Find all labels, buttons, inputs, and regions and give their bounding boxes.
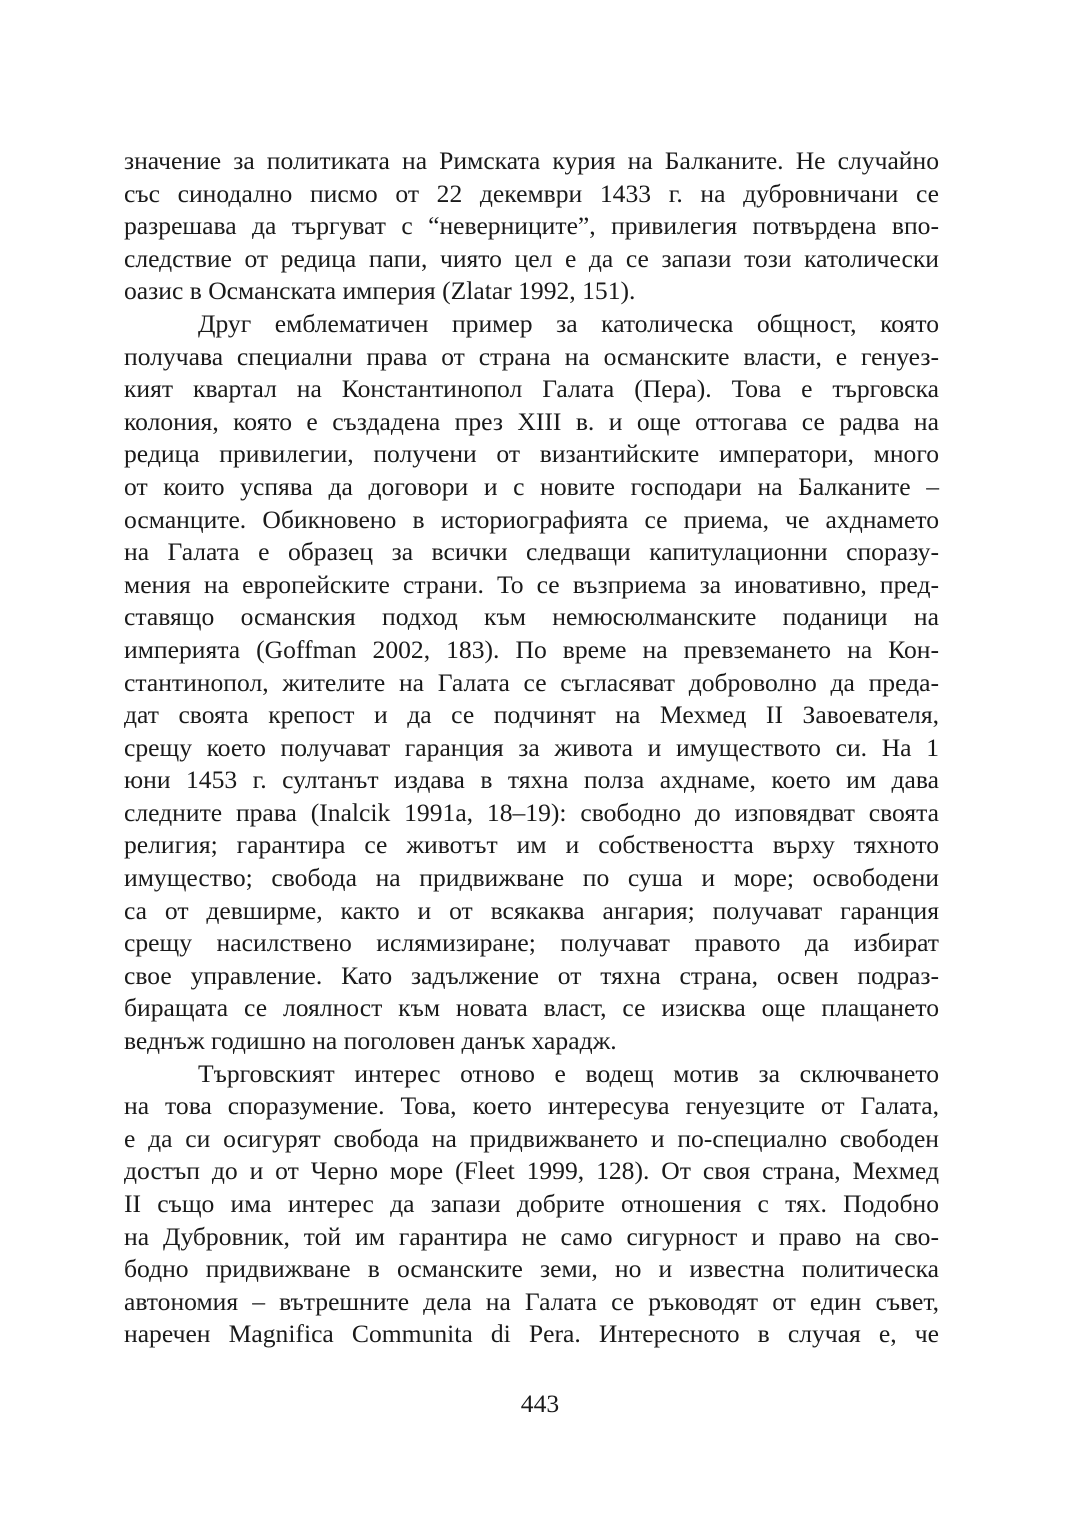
text-line: веднъж годишно на поголовен данък харадж. xyxy=(124,1026,617,1056)
text-line: колония, която е създадена през XIII в. и още оттогава се радва на xyxy=(124,406,939,436)
text-line: бодно придвижване в османските земи, но и известна политическа xyxy=(124,1254,939,1284)
page-number: 443 xyxy=(520,1389,560,1418)
text-line: е да си осигурят свобода на придвижването и по-специално свободен xyxy=(124,1123,939,1153)
text-line: османците. Обикновено в историографията се приема, че ахднамето xyxy=(124,504,939,534)
text-line: със синодално писмо от 22 декември 1433 г. на дубровничани се xyxy=(124,178,939,208)
text-line: срещу което получават гаранция за живота и имуществото си. На 1 xyxy=(124,732,939,762)
text-line: дат своята крепост и да се подчинят на Мехмед II Завоевателя, xyxy=(124,700,939,730)
text-line: следствие от редица папи, чиято цел е да се запази този католически xyxy=(124,243,939,273)
text-line: Търговският интерес отново е водещ мотив за сключването xyxy=(198,1058,939,1088)
text-line: значение за политиката на Римската курия на Балканите. Не случайно xyxy=(124,146,939,175)
text-line: срещу насилствено ислямизиране; получават правото да избират xyxy=(124,928,939,958)
text-line: мения на европейските страни. То се възприема за иновативно, пред- xyxy=(124,569,939,599)
text-line: от които успява да договори и с новите господари на Балканите – xyxy=(124,471,939,501)
text-line: на Галата е образец за всички следващи капитулационни споразу- xyxy=(124,537,939,567)
text-line: Друг емблематичен пример за католическа общност, която xyxy=(198,308,939,338)
text-line: на това споразумение. Това, което интересува генуезците от Галата, xyxy=(124,1091,939,1121)
text-line: юни 1453 г. султанът издава в тяхна полза ахднаме, което им дава xyxy=(124,765,939,795)
text-line: разрешава да търгуват с “неверниците”, привилегия потвърдена впо- xyxy=(124,211,939,241)
text-line: редица привилегии, получени от византийските императори, много xyxy=(124,439,939,469)
text-line: достъп до и от Черно море (Fleet 1999, 128). От своя страна, Мехмед xyxy=(124,1156,939,1186)
text-line: на Дубровник, той им гарантира не само сигурност и право на сво- xyxy=(124,1221,939,1251)
text-line: автономия – вътрешните дела на Галата се ръководят от един съвет, xyxy=(124,1286,939,1316)
text-line: свое управление. Като задължение от тяхна страна, освен подраз- xyxy=(124,960,939,990)
paragraph-1 xyxy=(124,145,939,308)
text-line: имущество; свобода на придвижване по суша и море; освободени xyxy=(124,863,939,893)
text-line: религия; гарантира се животът им и собствеността върху тяхното xyxy=(124,830,939,860)
text-line: са от девширме, както и от всякаква ангария; получават гаранция xyxy=(124,895,939,925)
text-line: получава специални права от страна на османските власти, е генуез- xyxy=(124,341,939,371)
text-line: II също има интерес да запази добрите отношения с тях. Подобно xyxy=(124,1189,939,1218)
text-line: оазис в Османската империя (Zlatar 1992, 151). xyxy=(124,276,636,306)
paragraph-3 xyxy=(124,1058,939,1351)
text-line: наречен Magnifica Communita di Pera. Интересното в случая е, че xyxy=(124,1319,939,1349)
text-line: кият квартал на Константинопол Галата (Пера). Това е търговска xyxy=(124,374,939,404)
body-text xyxy=(124,145,939,1351)
text-line: биращата се лоялност към новата власт, се изисква още плащането xyxy=(124,993,939,1023)
paragraph-2 xyxy=(124,308,939,1058)
text-line: следните права (Inalcik 1991a, 18–19): свободно до изповядват своята xyxy=(124,797,939,827)
text-line: ставящо османския подход към немюсюлманските поданици на xyxy=(124,602,939,632)
text-line: империята (Goffman 2002, 183). По време на превземането на Кон- xyxy=(124,634,939,664)
text-line: стантинопол, жителите на Галата се съгласяват доброволно да преда- xyxy=(124,667,939,697)
